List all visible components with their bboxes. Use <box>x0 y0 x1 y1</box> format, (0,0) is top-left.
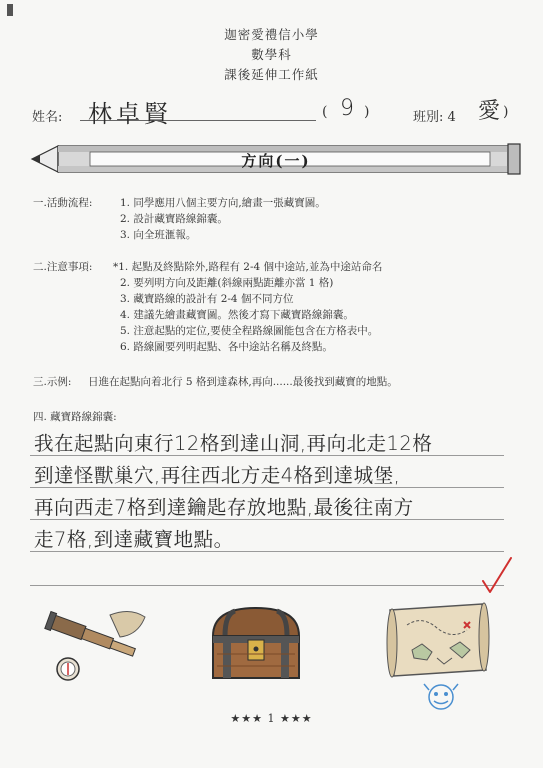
example-label: 三.示例: <box>33 376 72 388</box>
class-close-paren: ) <box>503 104 509 120</box>
banner-title: 方向(一) <box>241 152 311 170</box>
number-close-paren: ) <box>364 104 370 120</box>
ruled-line <box>30 487 504 488</box>
telescope-compass-icon <box>40 605 155 685</box>
corner-mark <box>7 4 13 16</box>
activity-item: 3. 向全班滙報。 <box>120 229 197 241</box>
name-label: 姓名: <box>32 110 63 125</box>
notes-item: 3. 藏寶路線的設計有 2-4 個不同方位 <box>120 293 294 305</box>
ruled-line <box>30 455 504 456</box>
notes-item: 6. 路線圖要列明起點、各中途站名稱及終點。 <box>120 341 333 353</box>
ruled-line <box>30 519 504 520</box>
school-name: 迦密愛禮信小學 <box>224 27 319 42</box>
activity-item: 2. 設計藏寶路線錦囊。 <box>120 213 228 225</box>
essay-line-text: 我在起點向東行12格到達山洞,再向北走12格 <box>34 432 433 455</box>
treasure-map-icon <box>382 600 492 680</box>
cartoon-stamp-icon <box>420 680 462 714</box>
student-class: 愛 <box>478 99 501 124</box>
class-label: 班別: 4 <box>413 110 456 125</box>
page-number: ★★★ 1 ★★★ <box>230 712 313 725</box>
student-number: 9 <box>340 96 354 121</box>
activity-label: 一.活動流程: <box>33 197 93 209</box>
activity-item: 1. 同學應用八個主要方向,繪畫一張藏寶圖。 <box>120 197 326 209</box>
example-text: 日進在起點向着北行 5 格到達森林,再向......最後找到藏寶的地點。 <box>88 376 398 388</box>
essay-line-text: 走7格,到達藏寶地點。 <box>34 528 234 551</box>
ruled-line <box>30 551 504 552</box>
essay-line-text: 再向西走7格到達鑰匙存放地點,最後往南方 <box>34 496 414 519</box>
ruled-line <box>30 585 504 586</box>
notes-item: 2. 要列明方向及距離(斜線兩點距離亦當 1 格) <box>120 277 334 289</box>
notes-label: 二.注意事項: <box>33 261 93 273</box>
treasure-chest-icon <box>205 602 307 684</box>
notes-item: 4. 建議先繪畫藏寶圖。然後才寫下藏寶路線錦囊。 <box>120 309 354 321</box>
subject-title: 數學科 <box>251 47 292 62</box>
check-mark-icon <box>480 555 514 595</box>
notes-item: 5. 注意起點的定位,要使全程路線圖能包含在方格表中。 <box>120 325 379 337</box>
worksheet-title: 課後延伸工作紙 <box>224 67 319 82</box>
number-open-paren: ( <box>322 104 328 120</box>
essay-label: 四. 藏寶路線錦囊: <box>33 411 117 423</box>
student-name: 林卓賢 <box>88 100 172 128</box>
notes-item: *1. 起點及終點除外,路程有 2-4 個中途站,並為中途站命名 <box>113 261 383 273</box>
essay-line-text: 到達怪獸巢穴,再往西北方走4格到達城堡, <box>34 464 401 487</box>
